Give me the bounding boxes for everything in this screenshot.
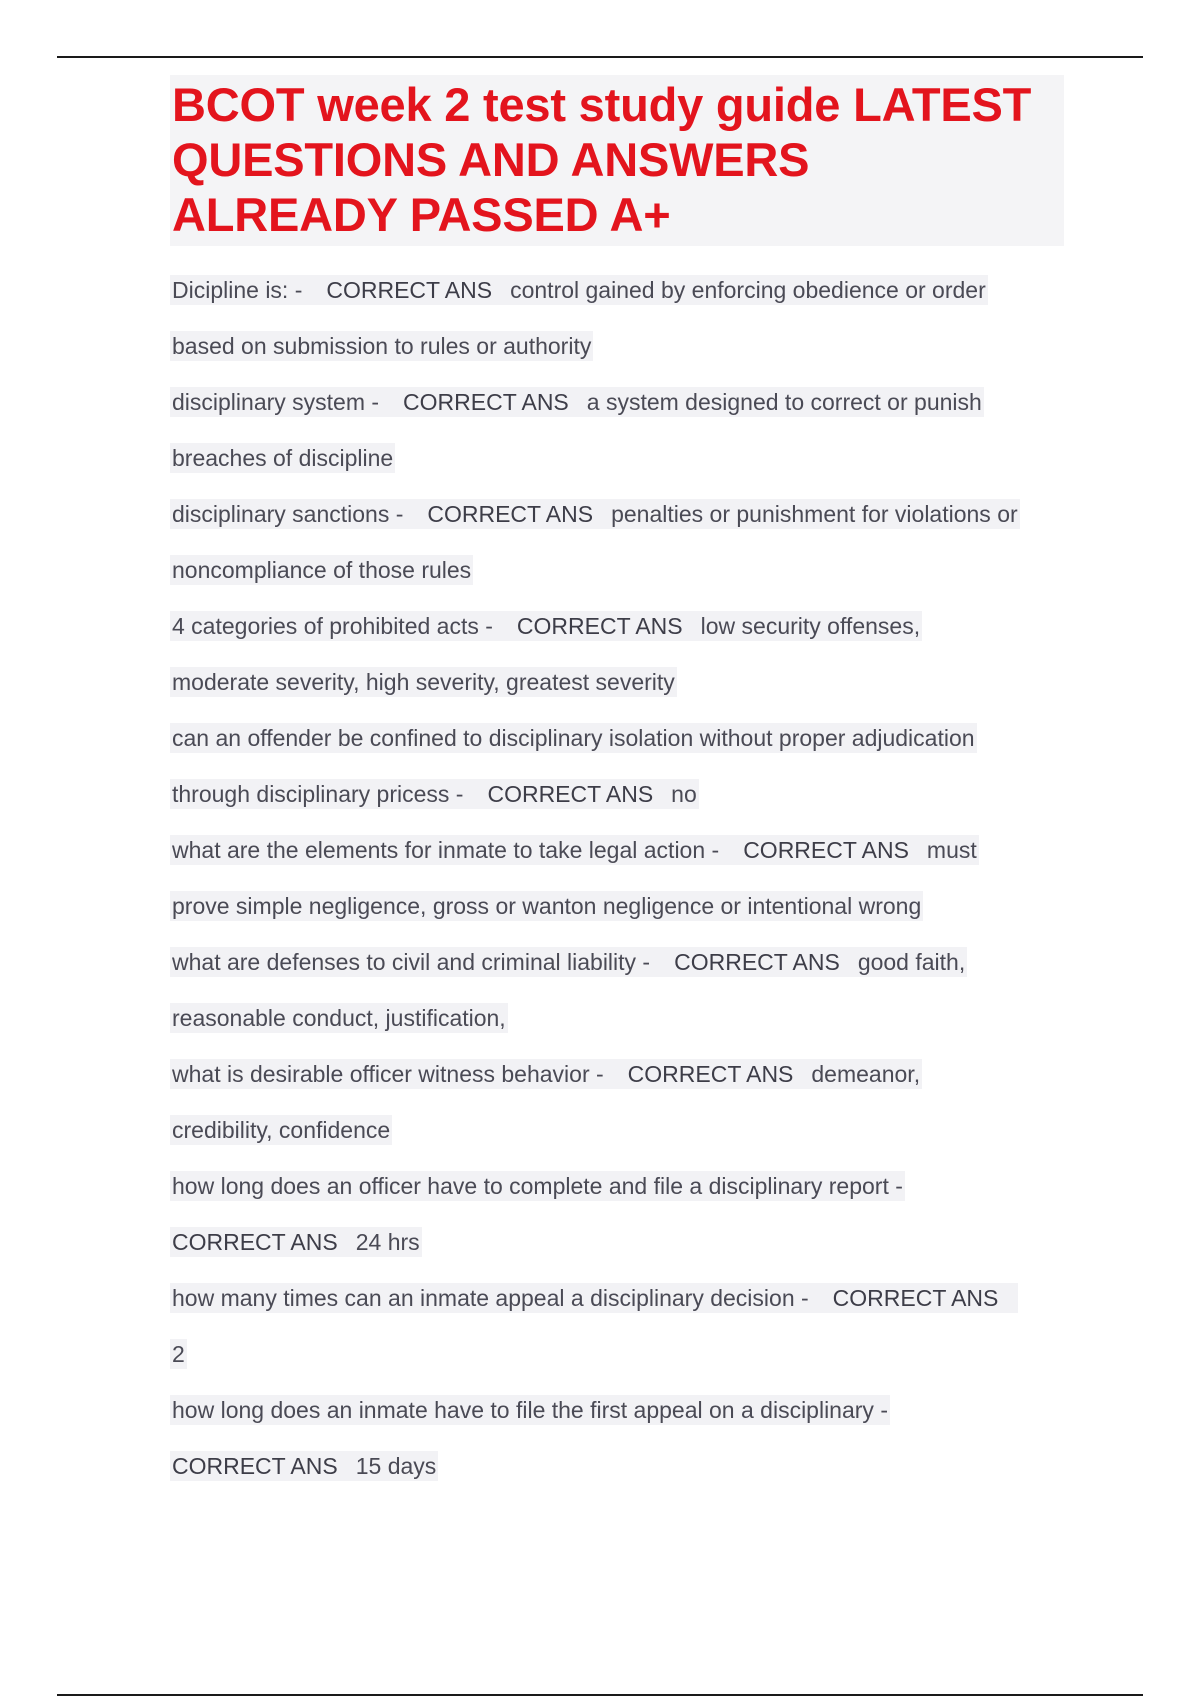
qa-text	[170, 443, 395, 473]
qa-line	[170, 1158, 1070, 1214]
bottom-rule	[57, 1694, 1143, 1696]
correct-ans-label: CORRECT ANS	[627, 1060, 794, 1087]
qa-line	[170, 1102, 1070, 1158]
continuation-text: moderate severity, high severity, greatest severity	[172, 668, 675, 695]
question-text: Dicipline is: -	[172, 276, 303, 303]
answer-text: a system designed to correct or punish	[586, 388, 982, 415]
question-text: what is desirable officer witness behavior -	[172, 1060, 604, 1087]
qa-line	[170, 1326, 1070, 1382]
correct-ans-label: CORRECT ANS	[743, 836, 909, 863]
qa-line	[170, 654, 1070, 710]
qa-text	[170, 1451, 438, 1481]
answer-text: good faith,	[857, 948, 966, 975]
continuation-text: can an offender be confined to disciplinary isolation without proper adjudication	[172, 724, 975, 751]
qa-line	[170, 1438, 1070, 1494]
qa-text	[170, 667, 677, 697]
document-title	[172, 77, 1060, 242]
qa-text	[170, 891, 923, 921]
qa-line	[170, 262, 1070, 318]
qa-text	[170, 1003, 508, 1033]
correct-ans-label: CORRECT ANS	[403, 388, 569, 415]
answer-text: 15 days	[355, 1452, 437, 1479]
qa-line	[170, 598, 1070, 654]
continuation-text: 2	[172, 1340, 185, 1367]
correct-ans-label: CORRECT ANS	[326, 276, 493, 303]
question-text: through disciplinary pricess -	[172, 780, 464, 807]
qa-line	[170, 1270, 1070, 1326]
qa-line	[170, 822, 1070, 878]
qa-line	[170, 878, 1070, 934]
continuation-text: based on submission to rules or authority	[172, 332, 592, 359]
title-line: QUESTIONS AND ANSWERS	[172, 133, 810, 186]
qa-line	[170, 710, 1070, 766]
qa-text	[170, 1171, 905, 1201]
correct-ans-label: CORRECT ANS	[427, 500, 594, 527]
question-text: disciplinary system -	[172, 388, 380, 415]
continuation-text: credibility, confidence	[172, 1116, 391, 1143]
answer-text: no	[671, 780, 697, 807]
qa-line	[170, 1046, 1070, 1102]
qa-line	[170, 766, 1070, 822]
title-line: ALREADY PASSED A+	[172, 188, 671, 241]
qa-line	[170, 542, 1070, 598]
qa-text	[170, 387, 984, 417]
answer-text: low security offenses,	[700, 612, 921, 639]
qa-text	[170, 611, 922, 641]
answer-text: 24 hrs	[355, 1228, 420, 1255]
correct-ans-label: CORRECT ANS	[172, 1452, 338, 1479]
answer-text: control gained by enforcing obedience or order	[510, 276, 986, 303]
qa-text	[170, 1339, 187, 1369]
question-text: what are defenses to civil and criminal liability -	[172, 948, 651, 975]
question-text: 4 categories of prohibited acts -	[172, 612, 493, 639]
qa-list	[170, 262, 1070, 1494]
question-text: disciplinary sanctions -	[172, 500, 404, 527]
qa-text	[170, 1283, 1018, 1313]
question-text: how many times can an inmate appeal a disciplinary decision -	[172, 1284, 809, 1311]
qa-text	[170, 499, 1020, 529]
qa-line	[170, 374, 1070, 430]
qa-text	[170, 331, 593, 361]
qa-text	[170, 1227, 422, 1257]
top-rule	[57, 56, 1143, 58]
continuation-text: noncompliance of those rules	[172, 556, 472, 583]
correct-ans-label: CORRECT ANS	[674, 948, 840, 975]
qa-line	[170, 934, 1070, 990]
qa-text	[170, 1115, 392, 1145]
qa-line	[170, 318, 1070, 374]
qa-text	[170, 779, 699, 809]
qa-text	[170, 1395, 890, 1425]
answer-text: penalties or punishment for violations or	[611, 500, 1018, 527]
correct-ans-label: CORRECT ANS	[516, 612, 683, 639]
continuation-text: reasonable conduct, justification,	[172, 1004, 506, 1031]
title-line: BCOT week 2 test study guide LATEST	[172, 78, 1032, 131]
qa-text	[170, 835, 979, 865]
correct-ans-label: CORRECT ANS	[172, 1228, 338, 1255]
continuation-text: prove simple negligence, gross or wanton negligence or intentional wrong	[172, 892, 922, 919]
qa-text	[170, 1059, 922, 1089]
qa-line	[170, 486, 1070, 542]
qa-line	[170, 990, 1070, 1046]
qa-line	[170, 1382, 1070, 1438]
document-body	[170, 75, 1070, 1494]
answer-text: must	[926, 836, 977, 863]
continuation-text: how long does an inmate have to file the first appeal on a disciplinary -	[172, 1396, 888, 1423]
correct-ans-label: CORRECT ANS	[487, 780, 654, 807]
qa-text	[170, 723, 977, 753]
title-block	[170, 75, 1064, 246]
qa-text	[170, 947, 967, 977]
correct-ans-label: CORRECT ANS	[832, 1284, 999, 1311]
qa-line	[170, 1214, 1070, 1270]
continuation-text: breaches of discipline	[172, 444, 394, 471]
question-text: what are the elements for inmate to take legal action -	[172, 836, 720, 863]
qa-text	[170, 555, 473, 585]
continuation-text: how long does an officer have to complete and file a disciplinary report -	[172, 1172, 903, 1199]
qa-line	[170, 430, 1070, 486]
qa-text	[170, 275, 988, 305]
answer-text: demeanor,	[811, 1060, 921, 1087]
